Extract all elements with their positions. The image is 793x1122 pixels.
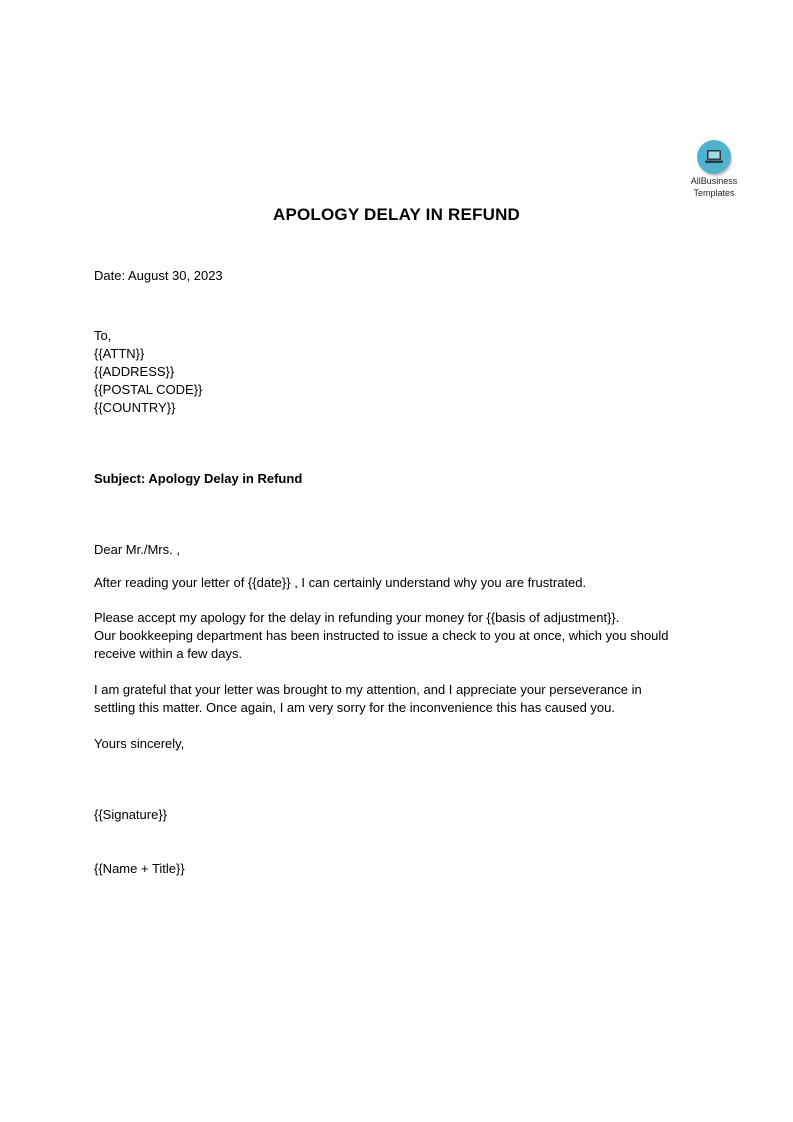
signature-placeholder: {{Signature}} [94, 807, 168, 822]
address-postal-code: {{POSTAL CODE}} [94, 382, 203, 397]
logo-text-line2: Templates [693, 188, 735, 198]
allbusiness-logo [678, 138, 750, 198]
logo-text-line1: AllBusiness [690, 176, 738, 186]
salutation: Dear Mr./Mrs. , [94, 542, 180, 557]
address-country: {{COUNTRY}} [94, 400, 176, 415]
laptop-icon [704, 149, 724, 165]
body-paragraph-3-line-1: I am grateful that your letter was brought to my attention, and I appreciate your perseverance in [94, 682, 642, 697]
subject-line: Subject: Apology Delay in Refund [94, 471, 303, 486]
body-paragraph-2-line-2: Our bookkeeping department has been instructed to issue a check to you at once, which you should [94, 628, 669, 643]
body-paragraph-2-line-1: Please accept my apology for the delay in refunding your money for {{basis of adjustment}}. [94, 610, 620, 625]
body-paragraph-2-line-3: receive within a few days. [94, 646, 243, 661]
address-to: To, [94, 328, 112, 343]
address-street: {{ADDRESS}} [94, 364, 175, 379]
logo-badge [697, 140, 731, 174]
address-attn: {{ATTN}} [94, 346, 145, 361]
date-line: Date: August 30, 2023 [94, 268, 223, 283]
body-paragraph-3-line-2: settling this matter. Once again, I am very sorry for the inconvenience this has caused you. [94, 700, 615, 715]
closing: Yours sincerely, [94, 736, 185, 751]
document-title: APOLOGY DELAY IN REFUND [272, 205, 521, 224]
body-paragraph-1: After reading your letter of {{date}} , I can certainly understand why you are frustrated. [94, 575, 587, 590]
name-title-placeholder: {{Name + Title}} [94, 861, 185, 876]
